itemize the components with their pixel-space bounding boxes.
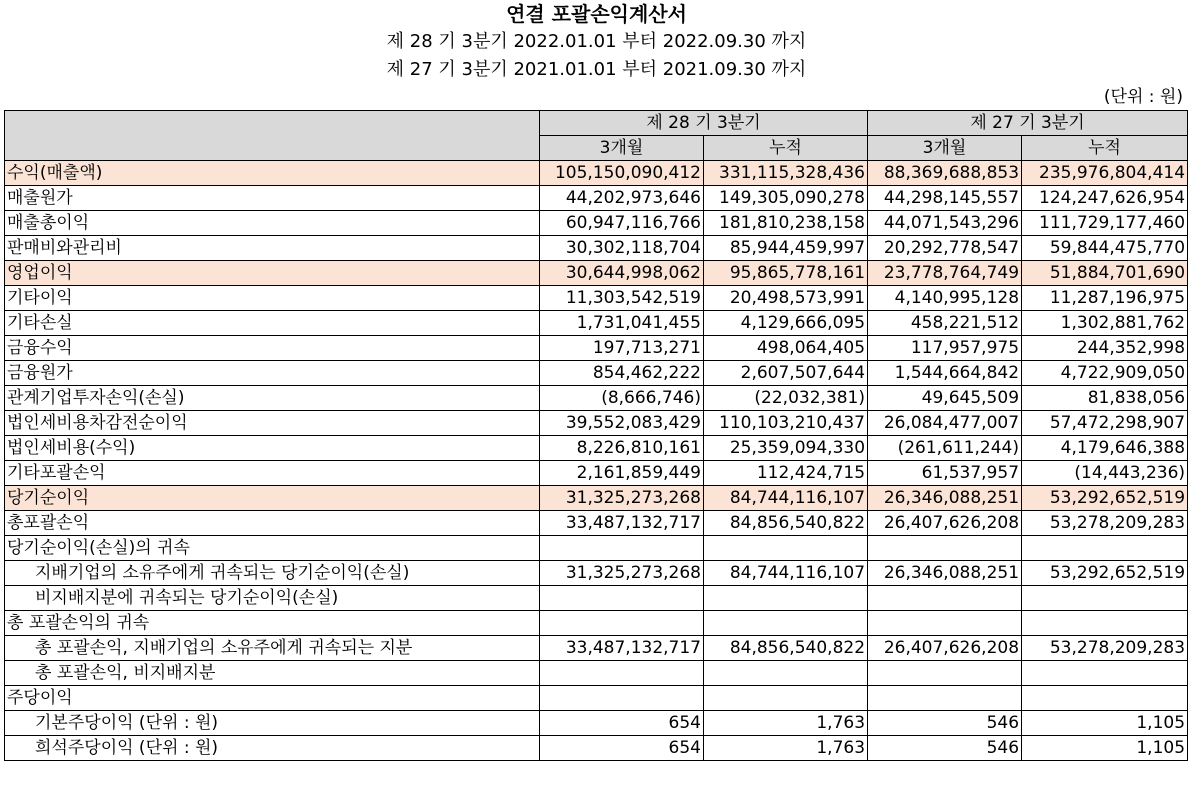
value-prior-3m: 26,084,477,007 xyxy=(868,411,1022,436)
row-label: 영업이익 xyxy=(5,261,540,286)
table-row xyxy=(5,661,1188,686)
value-prior-cumulative: 53,278,209,283 xyxy=(1022,636,1188,661)
value-current-cumulative xyxy=(704,661,868,686)
value-prior-cumulative: 244,352,998 xyxy=(1022,336,1188,361)
value-current-3m: 2,161,859,449 xyxy=(540,461,704,486)
value-current-cumulative: 1,763 xyxy=(704,711,868,736)
value-prior-3m: 1,544,664,842 xyxy=(868,361,1022,386)
value-prior-3m: 61,537,957 xyxy=(868,461,1022,486)
value-current-cumulative: 498,064,405 xyxy=(704,336,868,361)
value-prior-3m xyxy=(868,611,1022,636)
value-current-cumulative: 331,115,328,436 xyxy=(704,161,868,186)
value-current-3m: 654 xyxy=(540,711,704,736)
value-current-3m xyxy=(540,686,704,711)
value-current-3m: 11,303,542,519 xyxy=(540,286,704,311)
value-prior-cumulative: 53,292,652,519 xyxy=(1022,486,1188,511)
value-current-3m: 1,731,041,455 xyxy=(540,311,704,336)
row-label: 법인세비용(수익) xyxy=(5,436,540,461)
table-row xyxy=(5,561,1188,586)
value-current-cumulative: 110,103,210,437 xyxy=(704,411,868,436)
value-prior-cumulative: 1,105 xyxy=(1022,736,1188,761)
value-current-3m: 105,150,090,412 xyxy=(540,161,704,186)
value-current-3m: (8,666,746) xyxy=(540,386,704,411)
value-current-3m: 31,325,273,268 xyxy=(540,561,704,586)
value-prior-cumulative: 1,105 xyxy=(1022,711,1188,736)
table-row xyxy=(5,536,1188,561)
row-label: 판매비와관리비 xyxy=(5,236,540,261)
value-prior-3m xyxy=(868,661,1022,686)
value-prior-3m: 49,645,509 xyxy=(868,386,1022,411)
value-prior-3m: 26,346,088,251 xyxy=(868,486,1022,511)
value-prior-cumulative: 1,302,881,762 xyxy=(1022,311,1188,336)
value-current-cumulative: 84,856,540,822 xyxy=(704,636,868,661)
table-row xyxy=(5,211,1188,236)
header-group-current: 제 28 기 3분기 xyxy=(540,111,868,136)
value-current-3m: 33,487,132,717 xyxy=(540,636,704,661)
value-prior-3m xyxy=(868,686,1022,711)
row-label: 당기순이익(손실)의 귀속 xyxy=(5,536,540,561)
value-prior-cumulative: (14,443,236) xyxy=(1022,461,1188,486)
period-prior: 제 27 기 3분기 2021.01.01 부터 2021.09.30 까지 xyxy=(386,59,807,80)
value-current-cumulative: 25,359,094,330 xyxy=(704,436,868,461)
value-current-cumulative: 84,856,540,822 xyxy=(704,511,868,536)
row-label: 금융원가 xyxy=(5,361,540,386)
table-row xyxy=(5,636,1188,661)
value-current-3m: 197,713,271 xyxy=(540,336,704,361)
row-label: 총 포괄손익, 비지배지분 xyxy=(5,661,540,686)
value-prior-cumulative: 57,472,298,907 xyxy=(1022,411,1188,436)
value-prior-cumulative: 81,838,056 xyxy=(1022,386,1188,411)
value-prior-3m: 546 xyxy=(868,711,1022,736)
table-row xyxy=(5,361,1188,386)
value-current-3m: 654 xyxy=(540,736,704,761)
value-current-cumulative: 112,424,715 xyxy=(704,461,868,486)
value-prior-cumulative: 53,278,209,283 xyxy=(1022,511,1188,536)
table-row xyxy=(5,586,1188,611)
value-current-3m xyxy=(540,661,704,686)
value-prior-3m: (261,611,244) xyxy=(868,436,1022,461)
value-prior-3m: 546 xyxy=(868,736,1022,761)
table-row xyxy=(5,611,1188,636)
header-item-cell xyxy=(5,111,540,161)
table-row xyxy=(5,336,1188,361)
row-label: 지배기업의 소유주에게 귀속되는 당기순이익(손실) xyxy=(5,561,540,586)
table-row xyxy=(5,511,1188,536)
row-label: 관계기업투자손익(손실) xyxy=(5,386,540,411)
value-current-cumulative xyxy=(704,611,868,636)
value-prior-3m: 117,957,975 xyxy=(868,336,1022,361)
value-prior-cumulative xyxy=(1022,536,1188,561)
value-prior-cumulative: 111,729,177,460 xyxy=(1022,211,1188,236)
table-row xyxy=(5,236,1188,261)
row-label: 총 포괄손익, 지배기업의 소유주에게 귀속되는 지분 xyxy=(5,636,540,661)
value-current-cumulative: 84,744,116,107 xyxy=(704,561,868,586)
table-row xyxy=(5,186,1188,211)
table-row xyxy=(5,736,1188,761)
value-prior-3m: 26,346,088,251 xyxy=(868,561,1022,586)
header-current-3m: 3개월 xyxy=(540,136,704,161)
value-prior-3m: 88,369,688,853 xyxy=(868,161,1022,186)
value-current-cumulative: 181,810,238,158 xyxy=(704,211,868,236)
value-prior-cumulative: 59,844,475,770 xyxy=(1022,236,1188,261)
unit-label: (단위 : 원) xyxy=(1103,87,1183,107)
value-prior-3m: 44,298,145,557 xyxy=(868,186,1022,211)
row-label: 금융수익 xyxy=(5,336,540,361)
value-current-cumulative: 149,305,090,278 xyxy=(704,186,868,211)
value-prior-cumulative: 124,247,626,954 xyxy=(1022,186,1188,211)
table-row xyxy=(5,311,1188,336)
table-row xyxy=(5,711,1188,736)
value-current-3m xyxy=(540,536,704,561)
table-row xyxy=(5,161,1188,186)
table-body xyxy=(5,161,1188,761)
value-current-cumulative: 84,744,116,107 xyxy=(704,486,868,511)
value-current-cumulative: 20,498,573,991 xyxy=(704,286,868,311)
value-prior-cumulative: 4,179,646,388 xyxy=(1022,436,1188,461)
value-prior-3m: 458,221,512 xyxy=(868,311,1022,336)
table-row xyxy=(5,436,1188,461)
row-label: 기타이익 xyxy=(5,286,540,311)
value-current-cumulative: 85,944,459,997 xyxy=(704,236,868,261)
row-label: 희석주당이익 (단위 : 원) xyxy=(5,736,540,761)
value-prior-3m xyxy=(868,536,1022,561)
header-current-cumulative: 누적 xyxy=(704,136,868,161)
value-prior-3m: 26,407,626,208 xyxy=(868,636,1022,661)
header-prior-cumulative: 누적 xyxy=(1022,136,1188,161)
table-row xyxy=(5,286,1188,311)
period-current: 제 28 기 3분기 2022.01.01 부터 2022.09.30 까지 xyxy=(386,31,807,52)
value-current-cumulative: 1,763 xyxy=(704,736,868,761)
table-row xyxy=(5,411,1188,436)
value-current-3m: 60,947,116,766 xyxy=(540,211,704,236)
value-prior-3m xyxy=(868,586,1022,611)
row-label: 총 포괄손익의 귀속 xyxy=(5,611,540,636)
value-current-3m xyxy=(540,586,704,611)
value-current-cumulative xyxy=(704,536,868,561)
value-prior-cumulative: 235,976,804,414 xyxy=(1022,161,1188,186)
value-prior-cumulative xyxy=(1022,586,1188,611)
value-current-cumulative: (22,032,381) xyxy=(704,386,868,411)
value-current-cumulative: 95,865,778,161 xyxy=(704,261,868,286)
header-group-prior: 제 27 기 3분기 xyxy=(868,111,1188,136)
value-prior-cumulative xyxy=(1022,661,1188,686)
value-prior-cumulative: 4,722,909,050 xyxy=(1022,361,1188,386)
value-current-3m: 854,462,222 xyxy=(540,361,704,386)
value-current-cumulative xyxy=(704,586,868,611)
value-current-3m xyxy=(540,611,704,636)
value-current-cumulative: 4,129,666,095 xyxy=(704,311,868,336)
row-label: 기본주당이익 (단위 : 원) xyxy=(5,711,540,736)
value-prior-3m: 26,407,626,208 xyxy=(868,511,1022,536)
row-label: 기타손실 xyxy=(5,311,540,336)
value-prior-cumulative xyxy=(1022,686,1188,711)
row-label: 총포괄손익 xyxy=(5,511,540,536)
row-label: 수익(매출액) xyxy=(5,161,540,186)
table-row xyxy=(5,461,1188,486)
table-row xyxy=(5,386,1188,411)
value-current-3m: 39,552,083,429 xyxy=(540,411,704,436)
row-label: 기타포괄손익 xyxy=(5,461,540,486)
row-label: 비지배지분에 귀속되는 당기순이익(손실) xyxy=(5,586,540,611)
value-prior-3m: 20,292,778,547 xyxy=(868,236,1022,261)
value-prior-3m: 4,140,995,128 xyxy=(868,286,1022,311)
value-current-cumulative xyxy=(704,686,868,711)
value-current-3m: 30,644,998,062 xyxy=(540,261,704,286)
row-label: 당기순이익 xyxy=(5,486,540,511)
table-row xyxy=(5,486,1188,511)
row-label: 법인세비용차감전순이익 xyxy=(5,411,540,436)
value-prior-cumulative: 11,287,196,975 xyxy=(1022,286,1188,311)
value-current-3m: 44,202,973,646 xyxy=(540,186,704,211)
value-current-3m: 8,226,810,161 xyxy=(540,436,704,461)
value-prior-3m: 23,778,764,749 xyxy=(868,261,1022,286)
header-prior-3m: 3개월 xyxy=(868,136,1022,161)
value-prior-cumulative: 53,292,652,519 xyxy=(1022,561,1188,586)
income-statement-table xyxy=(4,110,1188,761)
row-label: 주당이익 xyxy=(5,686,540,711)
value-prior-3m: 44,071,543,296 xyxy=(868,211,1022,236)
table-row xyxy=(5,261,1188,286)
value-prior-cumulative: 51,884,701,690 xyxy=(1022,261,1188,286)
value-current-cumulative: 2,607,507,644 xyxy=(704,361,868,386)
value-prior-cumulative xyxy=(1022,611,1188,636)
value-current-3m: 31,325,273,268 xyxy=(540,486,704,511)
value-current-3m: 33,487,132,717 xyxy=(540,511,704,536)
row-label: 매출원가 xyxy=(5,186,540,211)
value-current-3m: 30,302,118,704 xyxy=(540,236,704,261)
table-row xyxy=(5,686,1188,711)
row-label: 매출총이익 xyxy=(5,211,540,236)
statement-title: 연결 포괄손익계산서 xyxy=(506,2,687,26)
header-row-groups xyxy=(5,111,1188,136)
